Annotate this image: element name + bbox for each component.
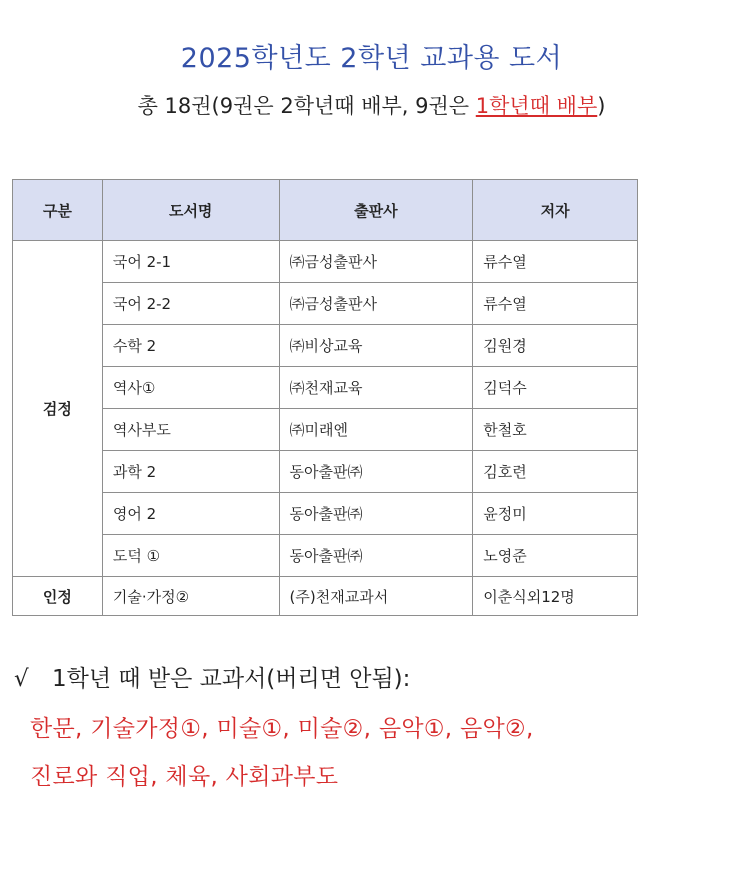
table-header-row (13, 180, 638, 241)
author: 김원경 (473, 325, 638, 367)
book-name: 도덕 ① (102, 535, 279, 577)
book-name: 역사① (102, 367, 279, 409)
publisher: ㈜금성출판사 (279, 241, 473, 283)
book-name: 역사부도 (102, 409, 279, 451)
table-row (13, 241, 638, 283)
previous-textbooks-note (14, 660, 410, 693)
book-name: 국어 2-2 (102, 283, 279, 325)
page-title: 2025학년도 2학년 교과용 도서 (180, 43, 563, 74)
author: 류수열 (473, 283, 638, 325)
table-row (13, 409, 638, 451)
author: 이춘식외12명 (473, 577, 638, 616)
note-heading: 1학년 때 받은 교과서(버리면 안됨): (52, 666, 411, 692)
publisher: ㈜천재교육 (279, 367, 473, 409)
publisher: ㈜미래엔 (279, 409, 473, 451)
book-name: 기술·가정② (102, 577, 279, 616)
header-book-name: 도서명 (102, 180, 279, 241)
author: 김호련 (473, 451, 638, 493)
table-row (13, 325, 638, 367)
header-category: 구분 (13, 180, 103, 241)
author: 한철호 (473, 409, 638, 451)
table-row (13, 283, 638, 325)
author: 류수열 (473, 241, 638, 283)
publisher: (주)천재교과서 (279, 577, 473, 616)
header-author: 저자 (473, 180, 638, 241)
publisher: 동아출판㈜ (279, 493, 473, 535)
table-row (13, 493, 638, 535)
subtitle-suffix: ) (597, 94, 606, 118)
author: 윤정미 (473, 493, 638, 535)
category-cell-injeong: 인정 (13, 577, 103, 616)
table-row (13, 367, 638, 409)
note-list-line-2: 진로와 직업, 체육, 사회과부도 (30, 764, 339, 790)
table-row (13, 451, 638, 493)
note-list-line-1: 한문, 기술가정①, 미술①, 미술②, 음악①, 음악②, (30, 716, 534, 742)
book-name: 수학 2 (102, 325, 279, 367)
book-name: 국어 2-1 (102, 241, 279, 283)
page-subtitle (0, 90, 743, 120)
publisher: ㈜금성출판사 (279, 283, 473, 325)
textbook-table (12, 179, 638, 616)
publisher: 동아출판㈜ (279, 535, 473, 577)
book-name: 영어 2 (102, 493, 279, 535)
author: 노영준 (473, 535, 638, 577)
table-row (13, 577, 638, 616)
subtitle-prefix: 총 18권(9권은 2학년때 배부, 9권은 (137, 94, 476, 118)
publisher: 동아출판㈜ (279, 451, 473, 493)
author: 김덕수 (473, 367, 638, 409)
subtitle-highlight: 1학년때 배부 (475, 94, 598, 118)
category-cell-geomjeong: 검정 (13, 241, 103, 577)
book-name: 과학 2 (102, 451, 279, 493)
check-icon: √ (14, 666, 29, 692)
header-publisher: 출판사 (279, 180, 473, 241)
publisher: ㈜비상교육 (279, 325, 473, 367)
table-row (13, 535, 638, 577)
